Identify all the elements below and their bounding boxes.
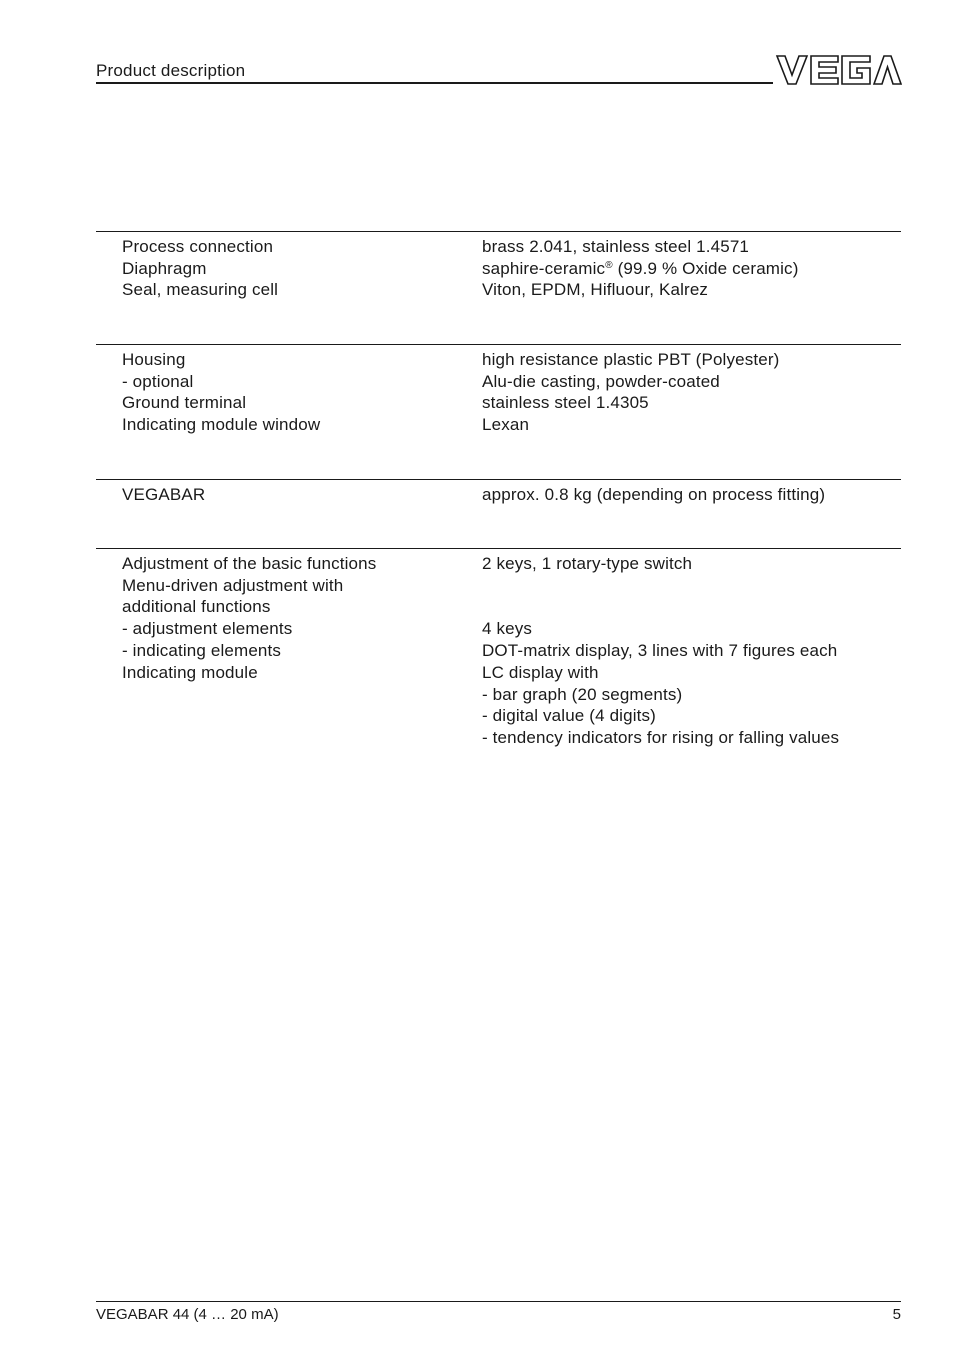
row-label: - indicating elements — [122, 641, 282, 660]
value-text-rest: (99.9 % Oxide ceramic) — [612, 259, 799, 278]
row-label: Housing — [122, 350, 186, 369]
row-value: Viton, EPDM, Hifluour, Kalrez — [482, 280, 709, 299]
section-wetted-materials — [96, 231, 901, 344]
row-value: high resistance plastic PBT (Polyester) — [482, 350, 780, 369]
row-label: additional functions — [122, 597, 271, 616]
row-label: - adjustment elements — [122, 619, 293, 638]
row-value: LC display with — [482, 663, 599, 682]
row-value: stainless steel 1.4305 — [482, 393, 649, 412]
row-value: 4 keys — [482, 619, 533, 638]
row-label: Process connection — [122, 237, 274, 256]
section-adjustment — [96, 548, 901, 759]
value-text: saphire-ceramic — [482, 259, 606, 278]
row-value: - tendency indicators for rising or falling values — [482, 728, 840, 747]
page-number: 5 — [892, 1306, 901, 1323]
row-value — [482, 258, 799, 280]
row-label: Ground terminal — [122, 393, 247, 412]
section-housing-materials — [96, 344, 901, 479]
section-weight — [96, 479, 901, 548]
row-label: VEGABAR — [122, 485, 206, 504]
footer-rule — [96, 1301, 901, 1302]
row-value: approx. 0.8 kg (depending on process fitting) — [482, 485, 826, 504]
header-rule — [96, 82, 773, 84]
header-title: Product description — [96, 61, 246, 80]
row-label: Diaphragm — [122, 259, 207, 278]
row-label: Menu-driven adjustment with — [122, 576, 344, 595]
row-value: Alu-die casting, powder-coated — [482, 372, 720, 391]
row-label: Seal, measuring cell — [122, 280, 279, 299]
row-value: 2 keys, 1 rotary-type switch — [482, 554, 693, 573]
row-value: DOT-matrix display, 3 lines with 7 figures each — [482, 641, 838, 660]
row-value: brass 2.041, stainless steel 1.4571 — [482, 237, 750, 256]
row-label: Indicating module — [122, 663, 258, 682]
row-label: Indicating module window — [122, 415, 321, 434]
footer-product-name: VEGABAR 44 (4 … 20 mA) — [96, 1306, 279, 1323]
registered-mark: ® — [605, 260, 613, 271]
row-label: Adjustment of the basic functions — [122, 554, 377, 573]
row-value: Lexan — [482, 415, 530, 434]
row-value: - bar graph (20 segments) — [482, 685, 683, 704]
row-label: - optional — [122, 372, 194, 391]
row-value: - digital value (4 digits) — [482, 706, 656, 725]
vega-logo-icon — [774, 52, 902, 88]
